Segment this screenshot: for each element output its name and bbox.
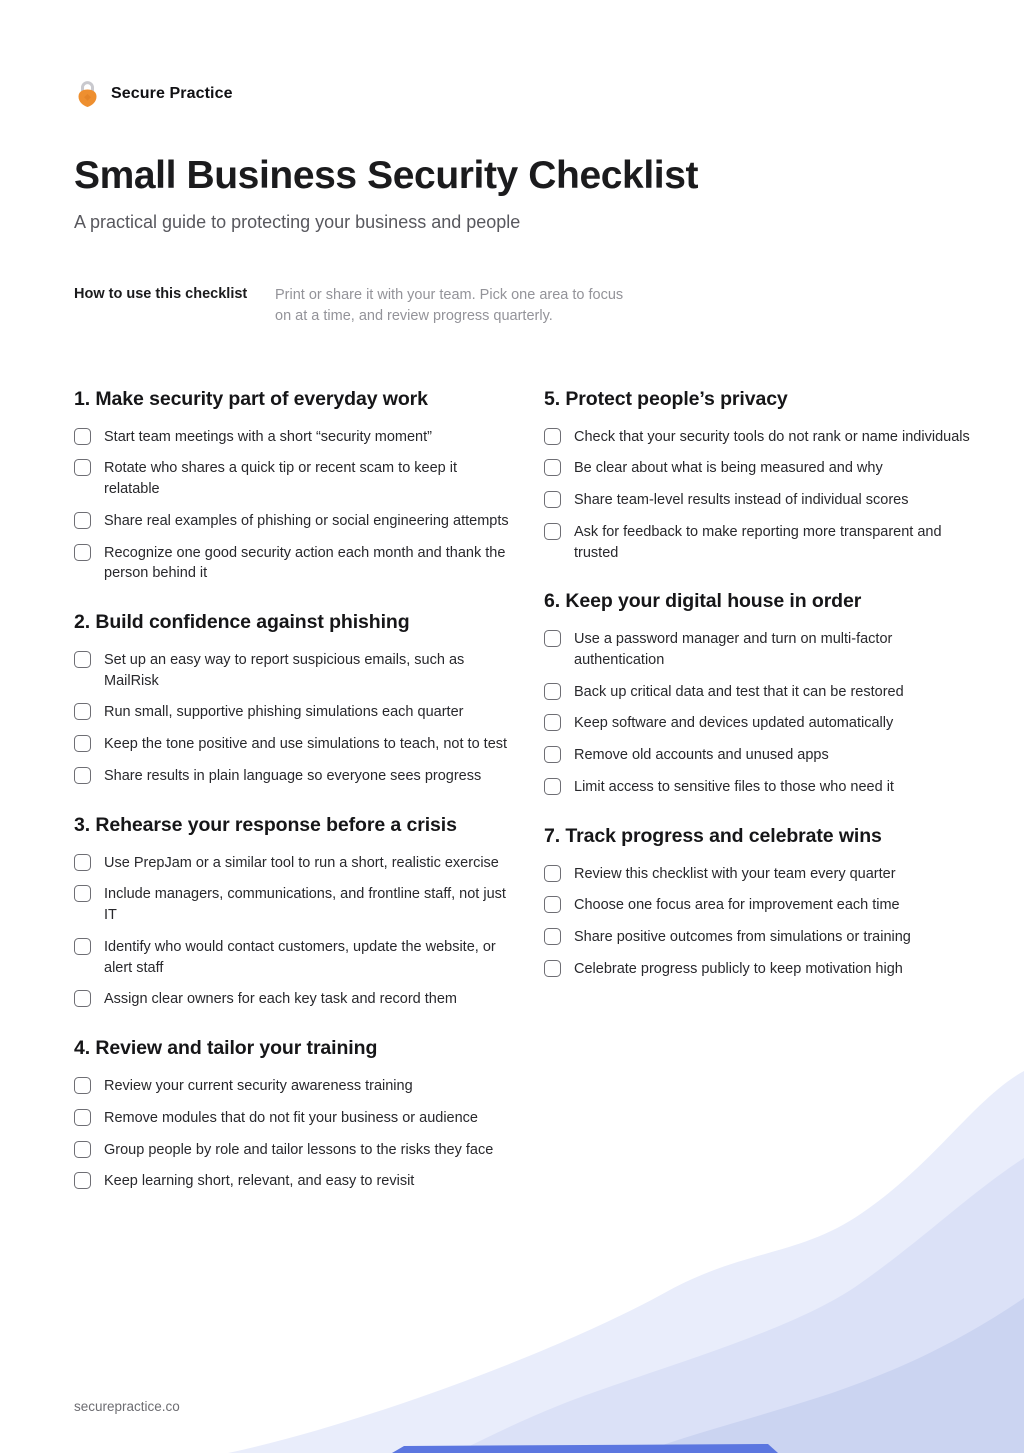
checkbox[interactable] bbox=[544, 683, 561, 700]
checklist-item-label: Use a password manager and turn on multi-factor authentication bbox=[574, 631, 893, 668]
checklist-section bbox=[74, 388, 514, 584]
checkbox[interactable] bbox=[544, 865, 561, 882]
checklist-section bbox=[544, 388, 984, 564]
section-items bbox=[74, 427, 514, 584]
checklist-item bbox=[74, 650, 514, 691]
checklist-item-label: Group people by role and tailor lessons to the risks they face bbox=[104, 1141, 494, 1158]
checklist-item-label: Identify who would contact customers, update the website, or alert staff bbox=[104, 938, 496, 976]
section-title: 2. Build confidence against phishing bbox=[74, 610, 410, 633]
checklist-columns bbox=[74, 387, 970, 1219]
checklist-item bbox=[74, 427, 514, 448]
page-subtitle: A practical guide to protecting your business and people bbox=[74, 211, 521, 232]
checklist-item-label: Check that your security tools do not rank or name individuals bbox=[574, 428, 970, 445]
checklist-item bbox=[74, 543, 514, 584]
checklist-item-label: Share positive outcomes from simulations or training bbox=[574, 929, 911, 946]
checklist-column-right bbox=[544, 388, 984, 1007]
checklist-item bbox=[74, 1140, 514, 1161]
checklist-item bbox=[544, 864, 984, 885]
footer-url: securepractice.co bbox=[74, 1399, 180, 1414]
checklist-item bbox=[544, 458, 984, 479]
checkbox[interactable] bbox=[74, 459, 91, 476]
section-items bbox=[544, 864, 984, 980]
checklist-item-label: Share real examples of phishing or social engineering attempts bbox=[104, 512, 509, 529]
checklist-item-label: Use PrepJam or a similar tool to run a short, realistic exercise bbox=[104, 854, 499, 871]
checklist-item bbox=[544, 895, 984, 916]
section-items bbox=[544, 427, 984, 564]
checklist-section bbox=[74, 1037, 514, 1192]
checkbox[interactable] bbox=[74, 703, 91, 720]
brand bbox=[74, 80, 950, 108]
checkbox[interactable] bbox=[544, 491, 561, 508]
checklist-item-label: Review your current security awareness training bbox=[104, 1078, 413, 1095]
checklist-item-label: Run small, supportive phishing simulations each quarter bbox=[104, 704, 464, 721]
checklist-section bbox=[544, 825, 984, 980]
section-title: 6. Keep your digital house in order bbox=[544, 590, 862, 613]
checklist-item-label: Limit access to sensitive files to those who need it bbox=[574, 778, 894, 795]
checklist-item bbox=[74, 766, 514, 787]
checkbox[interactable] bbox=[544, 459, 561, 476]
section-title: 5. Protect people’s privacy bbox=[544, 387, 788, 410]
howto-label: How to use this checklist bbox=[74, 285, 248, 302]
checkbox[interactable] bbox=[544, 523, 561, 540]
section-items bbox=[74, 1076, 514, 1192]
section-items bbox=[74, 853, 514, 1010]
checkbox[interactable] bbox=[544, 960, 561, 977]
checkbox[interactable] bbox=[544, 778, 561, 795]
checklist-item bbox=[544, 713, 984, 734]
checklist-item bbox=[74, 853, 514, 874]
checklist-item-label: Choose one focus area for improvement each time bbox=[574, 897, 900, 914]
checkbox[interactable] bbox=[74, 885, 91, 902]
checklist-item-label: Start team meetings with a short “security moment” bbox=[104, 428, 432, 445]
section-title: 1. Make security part of everyday work bbox=[74, 387, 428, 410]
checklist-item bbox=[74, 511, 514, 532]
checklist-item-label: Be clear about what is being measured and why bbox=[574, 460, 883, 477]
checklist-item bbox=[544, 629, 984, 670]
checkbox[interactable] bbox=[544, 428, 561, 445]
checklist-item bbox=[74, 884, 514, 925]
checklist-item bbox=[74, 702, 514, 723]
checklist-section bbox=[74, 611, 514, 787]
checklist-item bbox=[74, 458, 514, 499]
checklist-item-label: Include managers, communications, and frontline staff, not just IT bbox=[104, 886, 506, 924]
padlock-logo-icon bbox=[74, 80, 101, 108]
checklist-item-label: Share team-level results instead of individual scores bbox=[574, 492, 909, 509]
page-title: Small Business Security Checklist bbox=[74, 154, 699, 197]
checkbox[interactable] bbox=[74, 854, 91, 871]
checkbox[interactable] bbox=[74, 1172, 91, 1189]
checkbox[interactable] bbox=[544, 896, 561, 913]
checkbox[interactable] bbox=[74, 938, 91, 955]
checklist-item bbox=[544, 682, 984, 703]
section-title: 7. Track progress and celebrate wins bbox=[544, 824, 882, 847]
checklist-item-label: Ask for feedback to make reporting more transparent and trusted bbox=[574, 523, 942, 561]
checklist-item-label: Assign clear owners for each key task and record them bbox=[104, 991, 457, 1008]
section-items bbox=[544, 629, 984, 797]
checkbox[interactable] bbox=[544, 928, 561, 945]
checklist-item bbox=[74, 1171, 514, 1192]
checklist-item-label: Review this checklist with your team every quarter bbox=[574, 865, 896, 882]
checklist-item bbox=[74, 1108, 514, 1129]
section-title: 4. Review and tailor your training bbox=[74, 1037, 378, 1060]
checklist-item bbox=[74, 1076, 514, 1097]
howto-text: Print or share it with your team. Pick one area to focus on at a time, and review progress quarterly. bbox=[275, 286, 624, 325]
checkbox[interactable] bbox=[74, 1077, 91, 1094]
checkbox[interactable] bbox=[74, 544, 91, 561]
checkbox[interactable] bbox=[74, 651, 91, 668]
checklist-item-label: Keep learning short, relevant, and easy to revisit bbox=[104, 1173, 415, 1190]
checklist-item-label: Celebrate progress publicly to keep motivation high bbox=[574, 960, 903, 977]
checklist-item-label: Remove modules that do not fit your business or audience bbox=[104, 1109, 478, 1126]
brand-name: Secure Practice bbox=[111, 85, 233, 102]
section-title: 3. Rehearse your response before a crisis bbox=[74, 813, 457, 836]
howto-row bbox=[74, 285, 950, 328]
checklist-column-left bbox=[74, 388, 514, 1219]
checklist-item-label: Set up an easy way to report suspicious emails, such as MailRisk bbox=[104, 651, 465, 689]
checkbox[interactable] bbox=[544, 630, 561, 647]
checklist-item-label: Share results in plain language so everyone sees progress bbox=[104, 767, 482, 784]
section-items bbox=[74, 650, 514, 787]
checklist-item bbox=[544, 777, 984, 798]
checkbox[interactable] bbox=[74, 990, 91, 1007]
checklist-item bbox=[74, 989, 514, 1010]
checklist-item-label: Keep the tone positive and use simulations to teach, not to test bbox=[104, 736, 508, 753]
checkbox[interactable] bbox=[74, 428, 91, 445]
checklist-section bbox=[544, 590, 984, 797]
checklist-item bbox=[74, 937, 514, 978]
checkbox[interactable] bbox=[74, 512, 91, 529]
checkbox[interactable] bbox=[74, 1141, 91, 1158]
checklist-item-label: Keep software and devices updated automatically bbox=[574, 715, 894, 732]
checkbox[interactable] bbox=[544, 746, 561, 763]
checklist-item-label: Recognize one good security action each month and thank the person behind it bbox=[104, 544, 506, 582]
checklist-item bbox=[544, 522, 984, 563]
checkbox[interactable] bbox=[544, 714, 561, 731]
checkbox[interactable] bbox=[74, 767, 91, 784]
checklist-section bbox=[74, 814, 514, 1010]
checklist-item-label: Rotate who shares a quick tip or recent scam to keep it relatable bbox=[104, 460, 458, 498]
checklist-item-label: Remove old accounts and unused apps bbox=[574, 747, 829, 764]
checklist-item bbox=[544, 927, 984, 948]
checklist-item bbox=[544, 959, 984, 980]
page-footer bbox=[74, 1398, 180, 1416]
checkbox[interactable] bbox=[74, 1109, 91, 1126]
checklist-item-label: Back up critical data and test that it can be restored bbox=[574, 683, 904, 700]
checkbox[interactable] bbox=[74, 735, 91, 752]
checklist-item bbox=[544, 427, 984, 448]
checklist-item bbox=[74, 734, 514, 755]
checklist-item bbox=[544, 745, 984, 766]
checklist-item bbox=[544, 490, 984, 511]
